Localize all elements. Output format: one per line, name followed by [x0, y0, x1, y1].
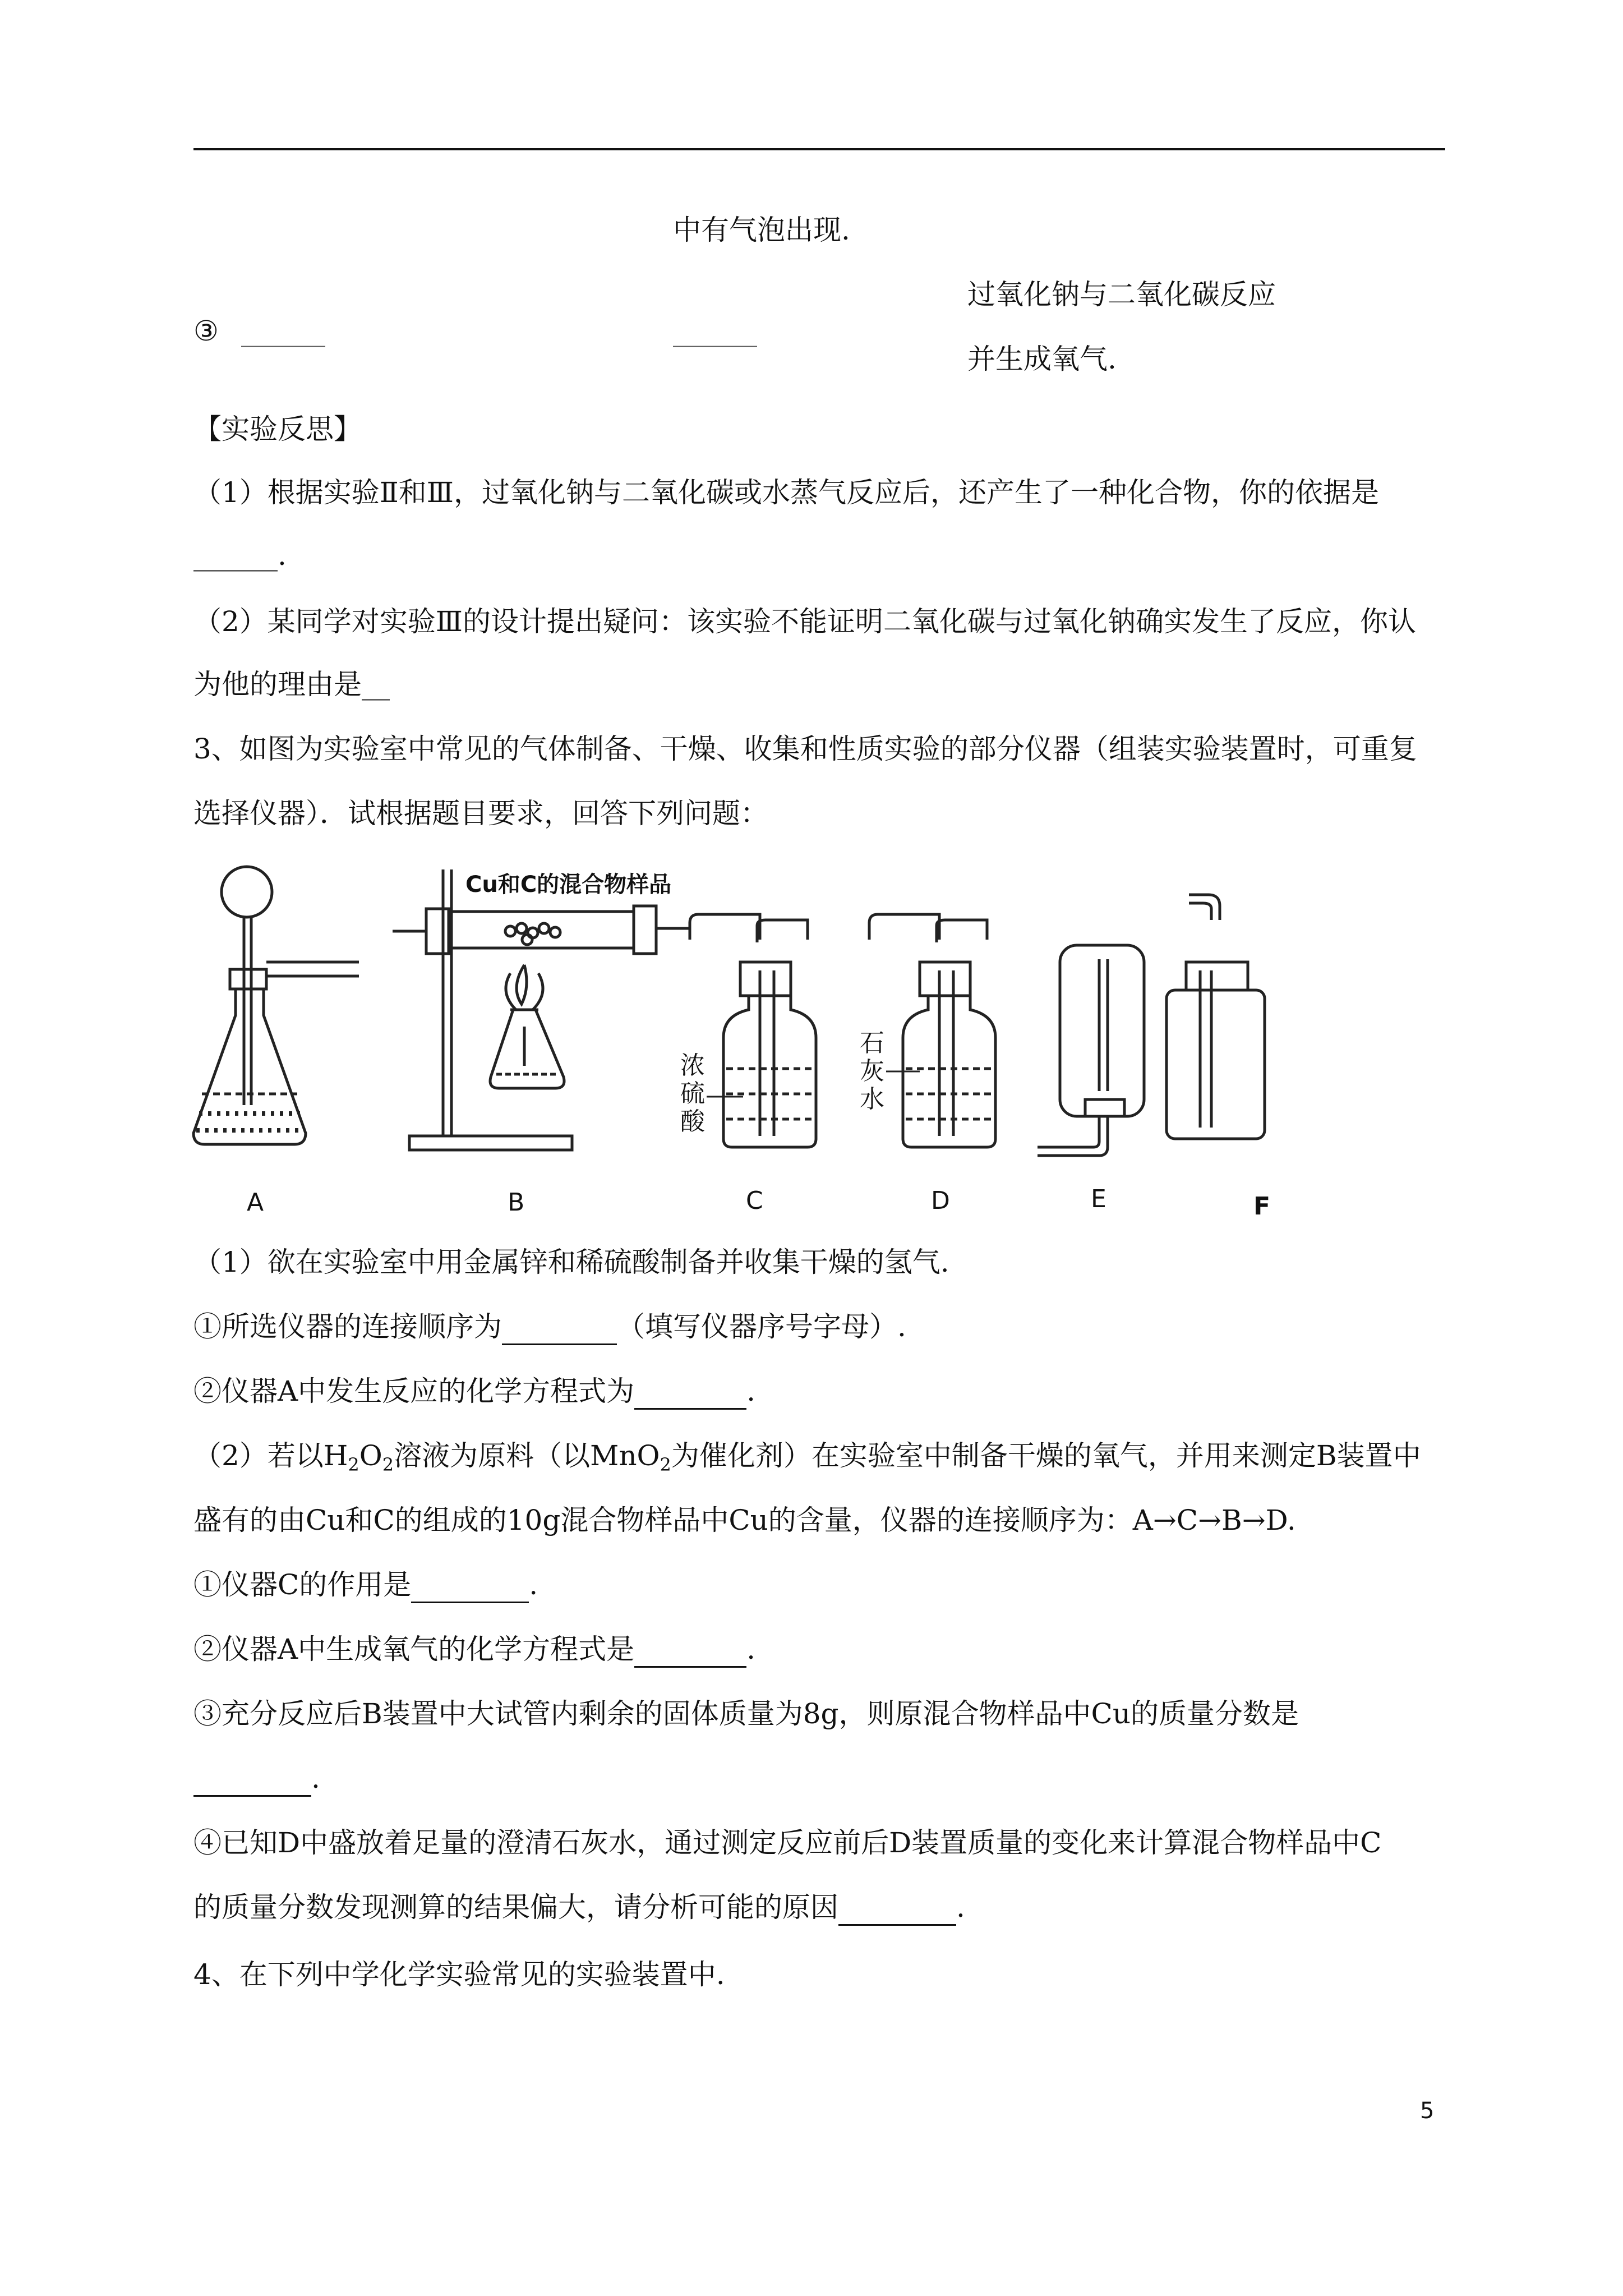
table-row3-blank-1: ______: [241, 315, 325, 347]
table-row3-conclusion-2: 并生成氧气.: [967, 343, 1117, 375]
apparatus-f: [1166, 895, 1265, 1139]
figure-label-a: A: [247, 1188, 264, 1217]
q3-part1-b-text: ②仪器A中发生反应的化学方程式为: [193, 1375, 635, 1407]
answer-blank: [634, 1374, 746, 1410]
q3-part2-a: [193, 1568, 538, 1603]
q3-part2-line1: [193, 1439, 1421, 1481]
q3-part1-a: [193, 1310, 906, 1345]
q3-part1-a-text: ①所选仪器的连接顺序为: [193, 1310, 502, 1343]
q3-part2-d-text: 的质量分数发现测算的结果偏大，请分析可能的原因: [193, 1891, 838, 1924]
figure-label-b: B: [508, 1188, 525, 1217]
subscript: 2: [660, 1454, 671, 1475]
q3-part2-c-line1: ③充分反应后B装置中大试管内剩余的固体质量为8g，则原混合物样品中Cu的质量分数是: [193, 1697, 1299, 1730]
q3-part2-a-text: ①仪器C的作用是: [193, 1568, 412, 1601]
q3-part2-c-suffix: .: [311, 1762, 320, 1795]
answer-blank: [838, 1890, 956, 1926]
figure-caption-b: Cu和C的混合物样品: [465, 872, 672, 898]
reflection-q2-line2: 为他的理由是__: [193, 668, 390, 701]
q3-intro-line1: 3、如图为实验室中常见的气体制备、干燥、收集和性质实验的部分仪器（组装实验装置时，可重复: [193, 733, 1417, 765]
q3-part2-b: [193, 1632, 755, 1668]
answer-blank: [193, 1761, 311, 1797]
figure-label-c: C: [746, 1186, 763, 1215]
table-row3-number: ③: [193, 315, 219, 347]
q3-part2-text-b: O: [359, 1439, 382, 1472]
header-rule: [193, 148, 1445, 150]
figure-label-c-reagent: 浓硫酸: [680, 1051, 705, 1136]
apparatus-d: [869, 914, 995, 1147]
q3-part2-line2: 盛有的由Cu和C的组成的10g混合物样品中Cu的含量，仪器的连接顺序为：A→C→B→D.: [193, 1504, 1296, 1536]
q3-part1: （1）欲在实验室中用金属锌和稀硫酸制备并收集干燥的氢气.: [193, 1246, 949, 1278]
answer-blank: [411, 1568, 529, 1603]
reflection-q1-line2: ______.: [193, 539, 287, 572]
q3-part1-b-suffix: .: [746, 1375, 756, 1407]
page-number: 5: [1420, 2098, 1435, 2124]
q3-part2-d-line1: ④已知D中盛放着足量的澄清石灰水，通过测定反应前后D装置质量的变化来计算混合物样品中C: [193, 1826, 1382, 1859]
q3-part2-d-suffix: .: [956, 1891, 965, 1924]
subscript: 2: [348, 1454, 359, 1475]
q4-intro: 4、在下列中学化学实验常见的实验装置中.: [193, 1958, 725, 1991]
q3-part2-text-c: 溶液为原料（以MnO: [394, 1439, 660, 1472]
table-row3-blank-2: ______: [673, 315, 757, 347]
answer-blank: [502, 1310, 617, 1345]
apparatus-e: [1038, 945, 1144, 1156]
q3-part2-b-suffix: .: [746, 1633, 756, 1665]
apparatus-drawing: [185, 841, 1307, 1234]
reflection-heading: 【实验反思】: [193, 413, 362, 445]
q3-intro-line2: 选择仪器）．试根据题目要求，回答下列问题：: [193, 797, 768, 830]
apparatus-figure: [185, 841, 1307, 1234]
figure-label-f: F: [1253, 1192, 1271, 1221]
apparatus-a: [193, 867, 359, 1144]
reflection-q2-line1: （2）某同学对实验Ⅲ的设计提出疑问：该实验不能证明二氧化碳与过氧化钠确实发生了反应，你认: [193, 605, 1417, 638]
apparatus-b: [393, 869, 690, 1150]
figure-label-e: E: [1091, 1185, 1106, 1213]
apparatus-c: [690, 914, 816, 1147]
q3-part2-b-text: ②仪器A中生成氧气的化学方程式是: [193, 1633, 635, 1665]
q3-part2-a-suffix: .: [529, 1568, 538, 1601]
q3-part2-text-d: 为催化剂）在实验室中制备干燥的氧气，并用来测定B装置中: [671, 1439, 1421, 1472]
table-row3-conclusion-1: 过氧化钠与二氧化碳反应: [967, 278, 1276, 311]
q3-part2-d-line2: [193, 1890, 965, 1926]
q3-part1-b: [193, 1374, 755, 1410]
q3-part2-text-a: （2）若以H: [193, 1439, 348, 1472]
figure-label-d: D: [931, 1186, 950, 1215]
reflection-q1-line1: （1）根据实验Ⅱ和Ⅲ，过氧化钠与二氧化碳或水蒸气反应后，还产生了一种化合物，你的依据是: [193, 476, 1380, 509]
figure-label-d-reagent: 石灰水: [860, 1029, 884, 1114]
q3-part1-a-suffix: （填写仪器序号字母）.: [617, 1310, 906, 1343]
q3-part2-c-line2: [193, 1761, 320, 1797]
table-cont-observation: 中有气泡出现.: [673, 214, 850, 246]
answer-blank: [634, 1632, 746, 1668]
subscript: 2: [382, 1454, 394, 1475]
